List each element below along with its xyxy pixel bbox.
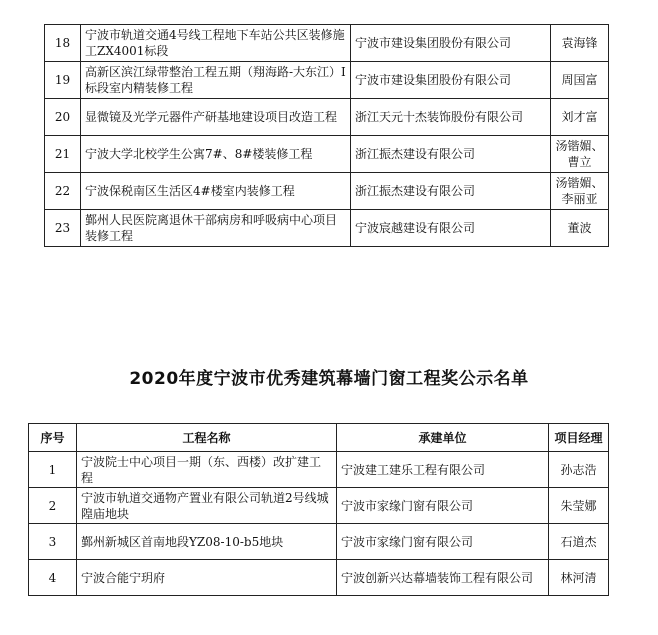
table-row [45,136,609,173]
contractor: 宁波市建设集团股份有限公司 [351,62,551,99]
table-header-row [29,424,609,452]
project-name: 显微镜及光学元器件产研基地建设项目改造工程 [81,99,351,136]
contractor: 宁波市家缘门窗有限公司 [337,488,549,524]
project-manager: 周国富 [551,62,609,99]
row-number: 1 [29,452,77,488]
contractor: 宁波创新兴达幕墙装饰工程有限公司 [337,560,549,596]
project-manager: 石道杰 [549,524,609,560]
header-manager: 项目经理 [549,424,609,452]
contractor: 宁波宸越建设有限公司 [351,210,551,247]
contractor: 宁波市建设集团股份有限公司 [351,25,551,62]
project-name: 宁波市轨道交通4号线工程地下车站公共区装修施工ZX4001标段 [81,25,351,62]
project-manager: 孙志浩 [549,452,609,488]
project-name: 宁波院士中心项目一期（东、西楼）改扩建工程 [77,452,337,488]
table-row [45,99,609,136]
row-number: 21 [45,136,81,173]
project-name: 鄞州人民医院离退休干部病房和呼吸病中心项目装修工程 [81,210,351,247]
row-number: 22 [45,173,81,210]
project-manager: 朱莹娜 [549,488,609,524]
table-row [45,210,609,247]
row-number: 4 [29,560,77,596]
row-number: 3 [29,524,77,560]
project-name: 宁波大学北校学生公寓7#、8#楼装修工程 [81,136,351,173]
section-title: 2020年度宁波市优秀建筑幕墙门窗工程奖公示名单 [129,369,529,389]
row-number: 18 [45,25,81,62]
project-manager: 董波 [551,210,609,247]
award-table-part1 [44,24,609,247]
project-manager: 刘才富 [551,99,609,136]
project-name: 宁波市轨道交通物产置业有限公司轨道2号线城隍庙地块 [77,488,337,524]
table-row [29,524,609,560]
contractor: 浙江振杰建设有限公司 [351,136,551,173]
table-row [45,173,609,210]
project-manager: 汤锴媚、曹立 [551,136,609,173]
table-row [29,560,609,596]
contractor: 宁波市家缘门窗有限公司 [337,524,549,560]
header-project: 工程名称 [77,424,337,452]
table-row [29,452,609,488]
row-number: 19 [45,62,81,99]
award-table-curtain-wall [28,423,609,596]
project-manager: 袁海锋 [551,25,609,62]
contractor: 宁波建工建乐工程有限公司 [337,452,549,488]
project-name: 宁波合能宁玥府 [77,560,337,596]
project-name: 鄞州新城区首南地段YZ08-10-b5地块 [77,524,337,560]
project-manager: 林河清 [549,560,609,596]
project-name: 高新区滨江绿带整治工程五期（翔海路-大东江）I标段室内精装修工程 [81,62,351,99]
table-row [29,488,609,524]
contractor: 浙江天元十杰装饰股份有限公司 [351,99,551,136]
row-number: 23 [45,210,81,247]
table-row [45,25,609,62]
project-manager: 汤锴媚、李丽亚 [551,173,609,210]
row-number: 20 [45,99,81,136]
contractor: 浙江振杰建设有限公司 [351,173,551,210]
project-name: 宁波保税南区生活区4#楼室内装修工程 [81,173,351,210]
table-row [45,62,609,99]
header-company: 承建单位 [337,424,549,452]
header-number: 序号 [29,424,77,452]
row-number: 2 [29,488,77,524]
